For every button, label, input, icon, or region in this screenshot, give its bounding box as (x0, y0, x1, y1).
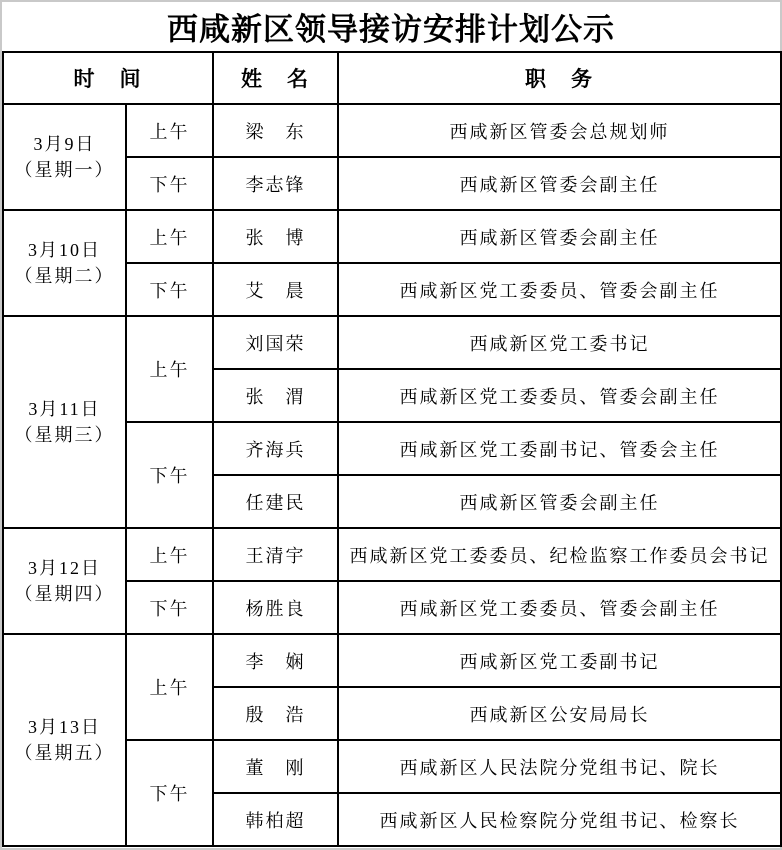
period-cell: 下午 (126, 157, 213, 210)
position-cell: 西咸新区党工委委员、管委会副主任 (338, 263, 781, 316)
week-line: （星期三） (14, 425, 115, 445)
name-cell: 梁 东 (213, 104, 338, 157)
table-row (3, 634, 781, 687)
week-line: （星期一） (14, 160, 115, 180)
name-cell: 任建民 (213, 475, 338, 528)
name-cell: 董 刚 (213, 740, 338, 793)
date-cell (3, 210, 126, 316)
position-cell: 西咸新区党工委委员、管委会副主任 (338, 369, 781, 422)
date-line: 3月10日 (28, 240, 101, 260)
position-cell: 西咸新区党工委委员、管委会副主任 (338, 581, 781, 634)
name-cell: 王清宇 (213, 528, 338, 581)
name-cell: 齐海兵 (213, 422, 338, 475)
date-cell (3, 528, 126, 634)
table-row (3, 104, 781, 157)
schedule-table (2, 51, 782, 847)
name-cell: 杨胜良 (213, 581, 338, 634)
name-cell: 刘国荣 (213, 316, 338, 369)
date-line: 3月9日 (33, 134, 96, 154)
week-line: （星期二） (14, 266, 115, 286)
table-header-row (3, 52, 781, 104)
table-row (3, 316, 781, 369)
position-cell: 西咸新区管委会副主任 (338, 210, 781, 263)
week-line: （星期五） (14, 743, 115, 763)
position-cell: 西咸新区党工委副书记 (338, 634, 781, 687)
position-cell: 西咸新区公安局局长 (338, 687, 781, 740)
name-cell: 殷 浩 (213, 687, 338, 740)
position-cell: 西咸新区党工委书记 (338, 316, 781, 369)
page-title: 西咸新区领导接访安排计划公示 (167, 12, 615, 47)
period-cell: 下午 (126, 263, 213, 316)
position-cell: 西咸新区人民法院分党组书记、院长 (338, 740, 781, 793)
date-line: 3月13日 (28, 717, 101, 737)
name-cell: 张 渭 (213, 369, 338, 422)
position-cell: 西咸新区党工委副书记、管委会主任 (338, 422, 781, 475)
position-cell: 西咸新区管委会副主任 (338, 157, 781, 210)
date-cell (3, 104, 126, 210)
name-cell: 李 娴 (213, 634, 338, 687)
name-cell: 张 博 (213, 210, 338, 263)
period-cell: 上午 (126, 316, 213, 422)
position-cell: 西咸新区管委会总规划师 (338, 104, 781, 157)
name-cell: 艾 晨 (213, 263, 338, 316)
position-cell: 西咸新区管委会副主任 (338, 475, 781, 528)
header-time: 时 间 (3, 52, 213, 104)
period-cell: 下午 (126, 740, 213, 846)
period-cell: 上午 (126, 210, 213, 263)
period-cell: 上午 (126, 528, 213, 581)
table-row (3, 210, 781, 263)
name-cell: 韩柏超 (213, 793, 338, 846)
position-cell: 西咸新区党工委委员、纪检监察工作委员会书记 (338, 528, 781, 581)
name-cell: 李志锋 (213, 157, 338, 210)
date-line: 3月12日 (28, 558, 101, 578)
header-name: 姓 名 (213, 52, 338, 104)
table-row (3, 528, 781, 581)
period-cell: 上午 (126, 104, 213, 157)
date-line: 3月11日 (28, 399, 101, 419)
period-cell: 下午 (126, 581, 213, 634)
header-position: 职 务 (338, 52, 781, 104)
date-cell (3, 316, 126, 528)
position-cell: 西咸新区人民检察院分党组书记、检察长 (338, 793, 781, 846)
period-cell: 上午 (126, 634, 213, 740)
week-line: （星期四） (14, 584, 115, 604)
date-cell (3, 634, 126, 846)
period-cell: 下午 (126, 422, 213, 528)
